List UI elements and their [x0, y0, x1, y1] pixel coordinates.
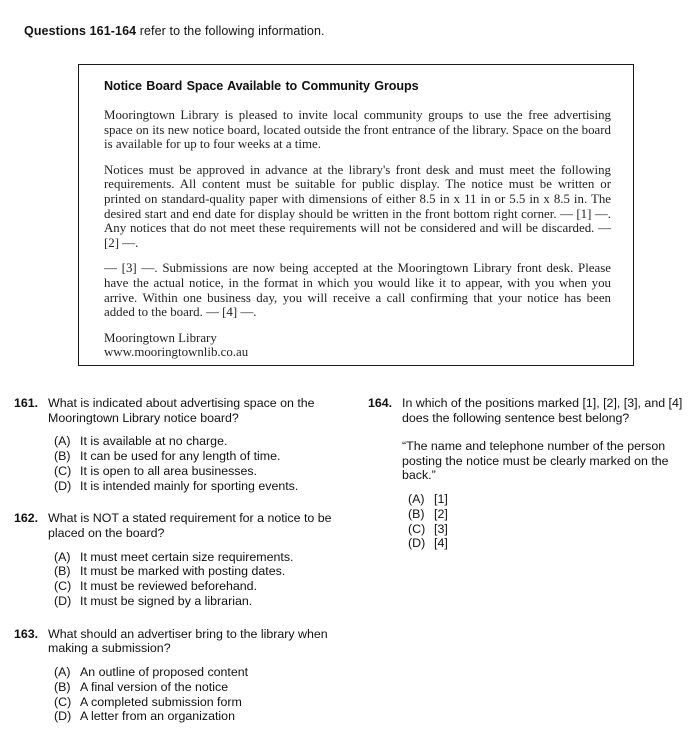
question-161-stem: What is indicated about advertising space on the Mooringtown Library notice board?	[48, 396, 315, 425]
question-162	[14, 511, 358, 608]
choice-letter: (B)	[54, 679, 71, 694]
choice-letter: (D)	[54, 478, 72, 493]
choice-letter: (C)	[54, 463, 72, 478]
notice-signature	[104, 331, 611, 360]
notice-passage-box	[78, 64, 634, 366]
choice-text: It can be used for any length of time.	[80, 448, 281, 463]
questions-range-label: Questions 161-164	[24, 24, 137, 38]
choice-164-a[interactable]	[408, 492, 698, 507]
choice-163-b[interactable]	[54, 680, 358, 695]
choice-letter: (C)	[54, 694, 72, 709]
choice-text: An outline of proposed content	[80, 664, 249, 679]
notice-paragraph: Mooringtown Library is pleased to invite local community groups to use the free advertising space on its new notice board, located outside the front entrance of the library. Space on the board is available for up to four weeks at a time.	[104, 108, 611, 152]
notice-paragraph: Notices must be approved in advance at the library's front desk and must meet the following requirements. All content must be suitable for public display. The notice must be written or printed on standard-quality paper with dimensions of either 8.5 in x 11 in or 5.5 in x 8.5 in. The desired start and end date for display should be written in the front bottom right corner. — [1] —. Any notices that do not meet these requirements will not be considered and will be discarded. — [2] —.	[104, 162, 611, 250]
notice-body	[104, 108, 611, 360]
question-161	[14, 396, 358, 493]
choice-text: A completed submission form	[80, 694, 242, 709]
questions-heading-rest: refer to the following information.	[136, 24, 325, 38]
question-162-row	[14, 511, 358, 540]
choice-text: A final version of the notice	[80, 679, 229, 694]
choice-text: It must be marked with posting dates.	[80, 564, 286, 579]
question-163-stem: What should an advertiser bring to the library when making a submission?	[48, 626, 328, 656]
question-162-choices	[54, 550, 358, 609]
choice-162-c[interactable]	[54, 579, 358, 594]
notice-inner	[79, 65, 633, 360]
choice-letter: (D)	[408, 536, 426, 551]
choice-text: It must be reviewed beforehand.	[80, 579, 258, 594]
choice-letter: (C)	[408, 521, 426, 536]
choice-text: A letter from an organization	[80, 709, 235, 724]
question-163-number: 163.	[14, 626, 39, 641]
question-164-number: 164.	[368, 396, 393, 410]
question-162-number: 162.	[14, 511, 39, 526]
choice-164-b[interactable]	[408, 507, 698, 522]
choice-text: It is available at no charge.	[80, 434, 228, 449]
question-163-choices	[54, 665, 358, 724]
choice-letter: (A)	[408, 491, 425, 506]
choice-text: [3]	[434, 521, 448, 536]
notice-title: Notice Board Space Available to Community Groups	[104, 79, 419, 93]
question-column-left	[14, 396, 358, 742]
choice-text: It must be signed by a librarian.	[80, 593, 253, 608]
question-164-choices	[408, 492, 698, 551]
choice-162-b[interactable]	[54, 564, 358, 579]
choice-text: [1]	[434, 491, 448, 506]
choice-text: [4]	[434, 536, 448, 551]
choice-text: It must meet certain size requirements.	[80, 549, 294, 564]
choice-letter: (B)	[408, 506, 425, 521]
choice-letter: (A)	[54, 664, 71, 679]
question-162-stem: What is NOT a stated requirement for a notice to be placed on the board?	[48, 511, 332, 540]
choice-letter: (B)	[54, 564, 71, 579]
choice-letter: (D)	[54, 593, 72, 608]
choice-161-c[interactable]	[54, 464, 358, 479]
question-164-quote: “The name and telephone number of the person posting the notice must be clearly marked on the back.”	[402, 439, 669, 483]
notice-signature-url: www.mooringtownlib.co.au	[104, 345, 249, 360]
choice-text: [2]	[434, 506, 448, 521]
choice-letter: (A)	[54, 434, 71, 449]
question-164-row	[368, 396, 698, 425]
question-column-right	[368, 396, 698, 569]
notice-signature-name: Mooringtown Library	[104, 330, 217, 345]
choice-163-c[interactable]	[54, 695, 358, 710]
question-161-row	[14, 396, 358, 425]
choice-letter: (C)	[54, 579, 72, 594]
question-161-choices	[54, 434, 358, 493]
notice-paragraph: — [3] —. Submissions are now being accepted at the Mooringtown Library front desk. Please have the actual notice, in the format in which you would like it to appear, with you when you arrive. Within one business day, you will receive a call confirming that your notice has been added to the board. — [4] —.	[104, 261, 611, 320]
question-164-stem: In which of the positions marked [1], [2], [3], and [4] does the following sentence best belong?	[402, 396, 683, 425]
choice-164-c[interactable]	[408, 522, 698, 537]
choice-162-d[interactable]	[54, 594, 358, 609]
choice-164-d[interactable]	[408, 536, 698, 551]
choice-161-b[interactable]	[54, 449, 358, 464]
choice-163-d[interactable]	[54, 709, 358, 724]
choice-163-a[interactable]	[54, 665, 358, 680]
question-163-row	[14, 627, 358, 656]
choice-161-d[interactable]	[54, 479, 358, 494]
choice-162-a[interactable]	[54, 550, 358, 565]
choice-letter: (A)	[54, 549, 71, 564]
choice-text: It is open to all area businesses.	[80, 463, 258, 478]
questions-heading	[24, 24, 325, 38]
choice-letter: (B)	[54, 448, 71, 463]
choice-161-a[interactable]	[54, 434, 358, 449]
choice-letter: (D)	[54, 709, 72, 724]
question-163	[14, 627, 358, 724]
question-164	[368, 396, 698, 551]
question-161-number: 161.	[14, 396, 39, 410]
choice-text: It is intended mainly for sporting events.	[80, 478, 299, 493]
